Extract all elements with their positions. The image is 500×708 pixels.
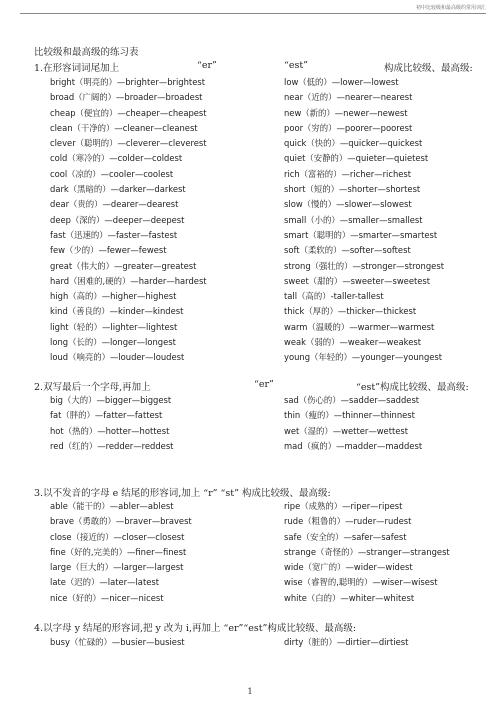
table-row [50, 152, 486, 167]
table-row [50, 636, 486, 651]
word-entry-left: late（迟的）—later—latest [50, 577, 160, 588]
word-entry-right: thin（瘦的）—thinner—thinnest [284, 410, 415, 421]
word-entry-right: near（近的）—nearer—nearest [284, 92, 413, 103]
word-entry-left: bright（明亮的）—brighter—brightest [50, 77, 206, 87]
table-row [50, 440, 486, 455]
word-entry-right: safe（安全的）—safer—safest [284, 531, 407, 542]
section-1-heading-text: 1.在形容词词尾加上 [34, 63, 120, 74]
table-row [50, 229, 486, 244]
word-entry-right: smart（聪明的）—smarter—smartest [284, 229, 438, 240]
word-entry-left: big（大的）—bigger—biggest [50, 395, 172, 405]
word-entry-left: busy（忙碌的）—busier—busiest [50, 637, 185, 647]
table-row [50, 214, 486, 229]
word-entry-left: able（能干的）—abler—ablest [50, 501, 174, 511]
word-entry-right: sweet（甜的）—sweeter—sweetest [284, 275, 431, 286]
table-row [50, 168, 486, 183]
word-entry-right: low（低的）—lower—lowest [284, 77, 399, 87]
section-4-word-list [50, 636, 486, 651]
table-row [50, 546, 486, 561]
word-entry-right: new（新的）—newer—newest [284, 107, 408, 118]
table-row [50, 305, 486, 320]
word-entry-left: large（巨大的）—larger—largest [50, 562, 184, 573]
running-header: 初中比较级和最高级的常用词汇 [415, 5, 486, 11]
word-entry-left: brave（勇敢的）—braver—bravest [50, 516, 192, 527]
word-entry-left: dear（贵的）—dearer—dearest [50, 199, 179, 210]
table-row [50, 394, 486, 409]
word-entry-right: young（年轻的）—younger—youngest [284, 352, 443, 363]
word-entry-left: fat（胖的）—fatter—fattest [50, 410, 163, 421]
section-1-heading-tail: 构成比较级、最高级: [384, 63, 473, 74]
section-2-word-list [50, 394, 486, 455]
word-entry-right: mad（疯的）—madder—maddest [284, 440, 423, 451]
word-entry-right: tall（高的）-taller-tallest [284, 291, 384, 302]
word-entry-left: deep（深的）—deeper—deepest [50, 214, 185, 225]
word-entry-left: cool（凉的）—cooler—coolest [50, 168, 174, 179]
table-row [50, 122, 486, 137]
word-entry-left: great（伟大的）—greater—greatest [50, 260, 197, 271]
section-1-heading-est: “est” [284, 60, 309, 71]
table-row [50, 576, 486, 591]
word-entry-right: poor（穷的）—poorer—poorest [284, 122, 413, 133]
table-row [50, 531, 486, 546]
table-row [50, 500, 486, 515]
word-entry-right: slow（慢的）—slower—slowest [284, 199, 412, 210]
word-entry-right: wet（湿的）—wetter—wettest [284, 425, 409, 436]
table-row [50, 107, 486, 122]
word-entry-left: clever（聪明的）—cleverer—cleverest [50, 138, 207, 149]
table-row [50, 321, 486, 336]
word-entry-left: hot（热的）—hotter—hottest [50, 425, 170, 436]
word-entry-right: small（小的）—smaller—smallest [284, 214, 423, 225]
word-entry-right: strange（奇怪的）—stranger—strangest [284, 546, 450, 557]
word-entry-left: long（长的）—longer—longest [50, 337, 176, 348]
word-entry-right: rich（富裕的）—richer—richest [284, 168, 412, 179]
word-entry-right: short（短的）—shorter—shortest [284, 184, 421, 195]
section-3-word-list [50, 500, 486, 607]
page-number: 1 [247, 687, 253, 696]
table-row [50, 592, 486, 607]
word-entry-right: wise（睿智的,聪明的）—wiser—wisest [284, 577, 438, 588]
word-entry-left: fast（迅速的）—faster—fastest [50, 229, 178, 240]
word-entry-left: cold（寒冷的）—colder—coldest [50, 153, 183, 164]
word-entry-right: quiet（安静的）—quieter—quietest [284, 153, 429, 164]
word-entry-left: loud（响亮的）—louder—loudest [50, 352, 185, 363]
header-rule [20, 13, 486, 14]
table-row [50, 76, 486, 91]
table-row [50, 561, 486, 576]
table-row [50, 351, 486, 366]
word-entry-right: white（白的）—whiter—whitest [284, 592, 415, 603]
section-2-heading-er: “er” [254, 379, 274, 390]
table-row [50, 336, 486, 351]
word-entry-right: ripe（成熟的）—riper—ripest [284, 501, 403, 511]
word-entry-left: red（红的）—redder—reddest [50, 440, 174, 451]
word-entry-right: thick（厚的）—thicker—thickest [284, 306, 417, 317]
section-2-heading-tail: “est”构成比较级、最高级: [356, 382, 469, 393]
table-row [50, 425, 486, 440]
table-row [50, 91, 486, 106]
word-entry-left: kind（善良的）—kinder—kindest [50, 306, 184, 317]
word-entry-right: wide（宽广的）—wider—widest [284, 562, 413, 573]
word-entry-left: nice（好的）—nicer—nicest [50, 592, 164, 603]
section-4-heading-text: 4.以字母 y 结尾的形容词,把 y 改为 i,再加上 “er”“est”构成比较级、最高级: [34, 623, 357, 634]
section-3-heading-text: 3.以不发音的字母 e 结尾的形容词,加上 “r” “st” 构成比较级、最高级: [34, 488, 331, 499]
word-entry-left: fine（好的,完美的）—finer—finest [50, 546, 187, 557]
word-entry-right: strong（强壮的）—stronger—strongest [284, 260, 444, 271]
word-entry-right: sad（伤心的）—sadder—saddest [284, 395, 420, 405]
table-row [50, 409, 486, 424]
table-row [50, 275, 486, 290]
section-1-heading-er: “er” [197, 60, 217, 71]
document-title: 比较级和最高级的练习表 [34, 47, 139, 58]
word-entry-left: cheap（便宜的）—cheaper—cheapest [50, 107, 207, 118]
table-row [50, 515, 486, 530]
word-entry-left: hard（困难的,硬的）—harder—hardest [50, 275, 207, 286]
word-entry-right: weak（弱的）—weaker—weakest [284, 337, 422, 348]
section-1-word-list [50, 76, 486, 367]
word-entry-right: rude（粗鲁的）—ruder—rudest [284, 516, 412, 527]
section-2-heading-text: 2.双写最后一个字母,再加上 [34, 382, 151, 393]
table-row [50, 260, 486, 275]
word-entry-left: high（高的）—higher—highest [50, 291, 177, 302]
word-entry-left: close（接近的）—closer—closest [50, 531, 185, 542]
word-entry-left: light（轻的）—lighter—lightest [50, 321, 178, 332]
table-row [50, 244, 486, 259]
word-entry-right: dirty（脏的）—dirtier—dirtiest [284, 637, 409, 647]
table-row [50, 290, 486, 305]
word-entry-left: dark（黑暗的）—darker—darkest [50, 184, 186, 195]
table-row [50, 137, 486, 152]
word-entry-left: broad（广阔的）—broader—broadest [50, 92, 203, 103]
table-row [50, 183, 486, 198]
word-entry-left: clean（干净的）—cleaner—cleanest [50, 122, 198, 133]
word-entry-right: quick（快的）—quicker—quickest [284, 138, 423, 149]
word-entry-right: warm（温暖的）—warmer—warmest [284, 321, 435, 332]
table-row [50, 198, 486, 213]
word-entry-left: few（少的）—fewer—fewest [50, 245, 167, 256]
word-entry-right: soft（柔软的）—softer—softest [284, 245, 411, 256]
